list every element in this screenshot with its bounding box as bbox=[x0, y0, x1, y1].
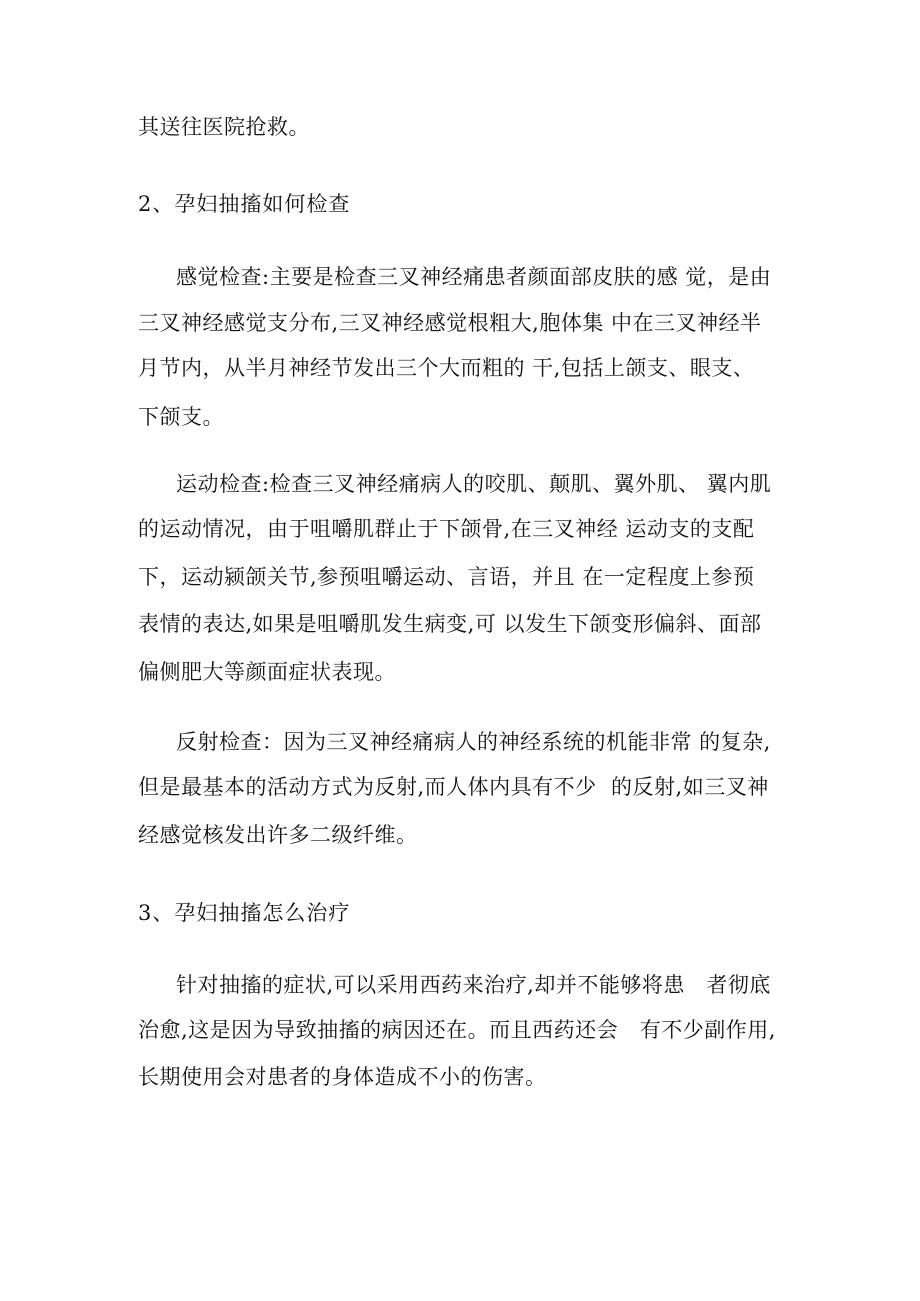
treatment-line-1: 针对抽搐的症状,可以采用西药来治疗,却并不能够将患 者彻底 bbox=[176, 973, 771, 997]
motor-line-2: 的运动情况，由于咀嚼肌群止于下颌骨,在三叉神经 运动支的支配 bbox=[138, 517, 755, 541]
sensory-line-1: 感觉检查:主要是检查三叉神经痛患者颜面部皮肤的感 觉，是由 bbox=[176, 265, 772, 289]
intro-line-1: 其送往医院抢救。 bbox=[138, 115, 310, 139]
motor-line-3: 下，运动颍颌关节,参预咀嚼运动、言语，并且 在一定程度上参预 bbox=[138, 565, 755, 589]
sensory-line-3: 月节内，从半月神经节发出三个大而粗的 干,包括上颌支、眼支、 bbox=[138, 356, 755, 380]
motor-line-5: 偏侧肥大等颜面症状表现。 bbox=[138, 660, 396, 684]
section-2-heading: 2、孕妇抽搐如何检查 bbox=[138, 192, 351, 216]
reflex-line-1: 反射检查：因为三叉神经痛病人的神经系统的机能非常 的复杂, bbox=[176, 730, 771, 754]
treatment-line-2: 治愈,这是因为导致抽搐的病因还在。而且西药还会 有不少副作用, bbox=[138, 1018, 776, 1042]
section-3-heading: 3、孕妇抽搐怎么治疗 bbox=[138, 901, 351, 925]
reflex-line-3: 经感觉核发出许多二级纤维。 bbox=[138, 823, 418, 847]
treatment-line-3: 长期使用会对患者的身体造成不小的伤害。 bbox=[138, 1065, 547, 1089]
motor-line-1: 运动检查:检查三叉神经痛病人的咬肌、颠肌、翼外肌、 翼内肌 bbox=[176, 472, 772, 496]
reflex-line-2: 但是最基本的活动方式为反射,而人体内具有不少 的反射,如三叉神 bbox=[138, 775, 769, 799]
motor-line-4: 表情的表达,如果是咀嚼肌发生病变,可 以发生下颌变形偏斜、面部 bbox=[138, 612, 762, 636]
sensory-line-2: 三叉神经感觉支分布,三叉神经感觉根粗大,胞体集 中在三叉神经半 bbox=[138, 311, 762, 335]
sensory-line-4: 下颌支。 bbox=[138, 405, 224, 429]
